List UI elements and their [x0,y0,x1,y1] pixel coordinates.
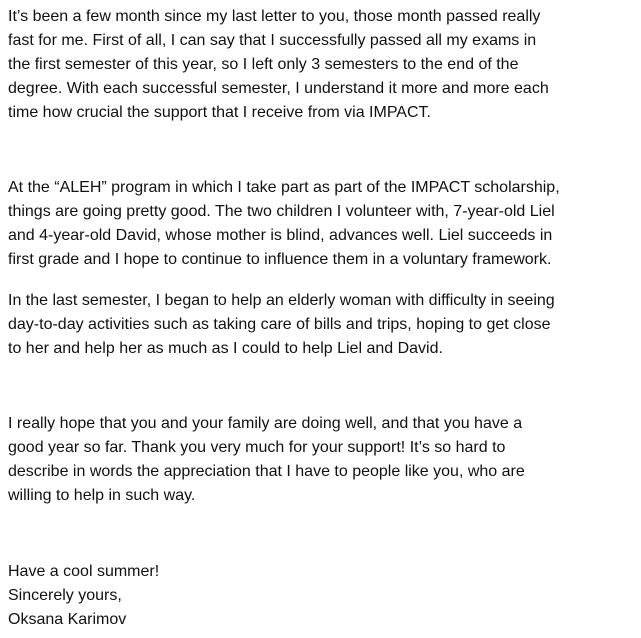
paragraph-line: At the “ALEH” program in which I take part as part of the IMPACT scholarship, [8,179,560,196]
paragraph-line: first grade and I hope to continue to influence them in a voluntary framework. [8,251,552,268]
paragraph-line: I really hope that you and your family are doing well, and that you have a [8,415,523,432]
paragraph-line: the first semester of this year, so I left only 3 semesters to the end of the [8,56,519,73]
signature-name: Oksana Karimov [8,611,127,628]
paragraph-line: things are going pretty good. The two children I volunteer with, 7-year-old Liel [8,203,555,220]
paragraph-line: degree. With each successful semester, I understand it more and more each [8,80,549,97]
paragraph-line: In the last semester, I began to help an elderly woman with difficulty in seeing [8,292,555,309]
paragraph-line: willing to help in such way. [8,487,196,504]
paragraph-line: and 4-year-old David, whose mother is blind, advances well. Liel succeeds in [8,227,553,244]
paragraph-line: describe in words the appreciation that I have to people like you, who are [8,463,525,480]
paragraph-line: It’s been a few month since my last letter to you, those month passed really [8,8,541,25]
paragraph-line: good year so far. Thank you very much for your support! It’s so hard to [8,439,506,456]
paragraph-exams [8,5,549,125]
closing-signoff: Sincerely yours, [8,587,122,604]
paragraph-line: time how crucial the support that I receive from via IMPACT. [8,104,431,121]
closing-greeting: Have a cool summer! [8,563,160,580]
paragraph-aleh-program [8,176,560,272]
paragraph-thanks [8,412,525,508]
paragraph-elderly-woman [8,289,555,361]
paragraph-line: to her and help her as much as I could to help Liel and David. [8,340,443,357]
paragraph-line: day-to-day activities such as taking care of bills and trips, hoping to get close [8,316,551,333]
paragraph-line: fast for me. First of all, I can say that I successfully passed all my exams in [8,32,537,49]
letter-closing [8,560,159,632]
